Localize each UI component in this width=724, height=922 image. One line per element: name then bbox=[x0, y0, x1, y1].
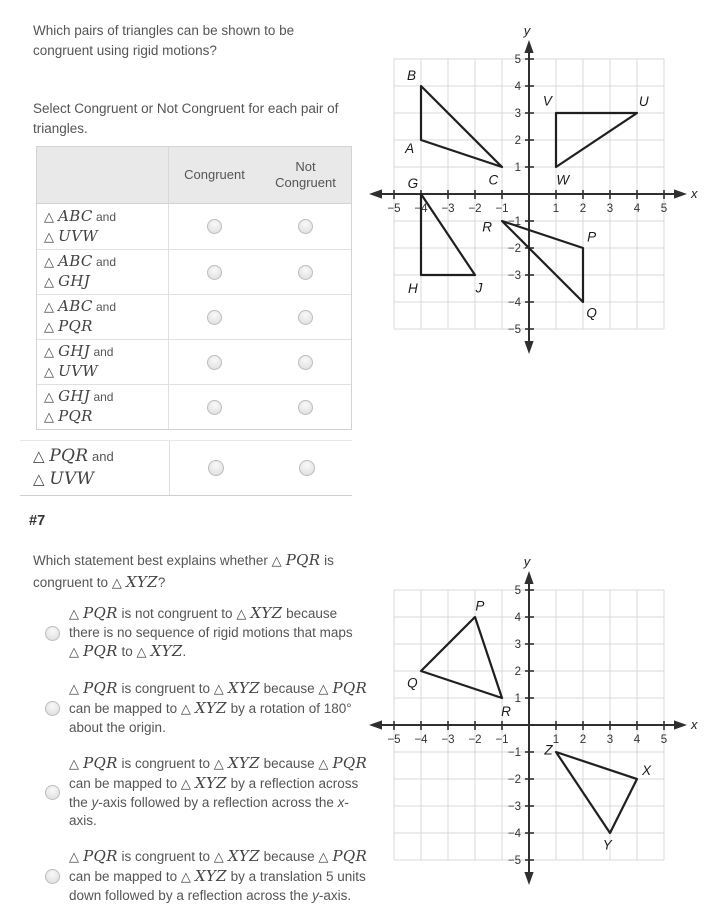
vertex-label-R: R bbox=[482, 219, 493, 235]
math-expression bbox=[181, 701, 227, 716]
q7-option-2-radio[interactable] bbox=[45, 701, 60, 716]
triangle-symbol: △ bbox=[44, 209, 59, 225]
plain-text: because bbox=[259, 756, 319, 771]
math-letters: PQR bbox=[285, 551, 321, 569]
y-tick-label: −4 bbox=[507, 297, 521, 309]
q7-option-2 bbox=[25, 679, 371, 737]
y-tick-label: −3 bbox=[507, 801, 521, 813]
math-letters: XYZ bbox=[194, 774, 227, 792]
column-header-congruent: Congruent bbox=[184, 167, 245, 182]
math-letters: UVW bbox=[58, 362, 98, 380]
triangle-symbol: △ bbox=[69, 682, 84, 697]
math-expression bbox=[44, 298, 93, 315]
math-letters: PQR bbox=[83, 847, 118, 865]
pair-line-second bbox=[44, 272, 168, 292]
radio-ABC-UVW-not-congruent[interactable] bbox=[298, 219, 313, 234]
math-letters: XYZ bbox=[194, 699, 227, 717]
x-axis-label: x bbox=[691, 186, 698, 201]
radio-PQR-UVW-congruent[interactable] bbox=[208, 460, 224, 476]
pair-line-first bbox=[44, 297, 168, 317]
vertex-label-A: A bbox=[405, 141, 415, 157]
y-tick-label: −4 bbox=[507, 828, 521, 840]
x-tick-label: −4 bbox=[414, 203, 428, 215]
q7-option-3 bbox=[25, 754, 371, 830]
math-expression bbox=[69, 849, 118, 864]
and-word: and bbox=[92, 300, 117, 314]
plain-text: is congruent to bbox=[117, 681, 214, 696]
variable-text: x bbox=[337, 795, 345, 810]
vertex-label-C: C bbox=[488, 172, 499, 188]
triangle-symbol: △ bbox=[33, 470, 50, 488]
q7-option-1-text bbox=[69, 604, 371, 662]
column-header-not-congruent: Not Congruent bbox=[275, 159, 336, 190]
math-expression bbox=[44, 253, 93, 270]
plain-text: Which statement best explains whether bbox=[33, 553, 272, 568]
pair-label bbox=[37, 204, 169, 249]
radio-GHJ-UVW-not-congruent[interactable] bbox=[298, 355, 313, 370]
triangle-XYZ bbox=[556, 752, 637, 833]
y-tick-label: 4 bbox=[514, 612, 521, 624]
math-expression bbox=[181, 776, 227, 791]
y-axis-arrow-up bbox=[524, 571, 533, 584]
radio-PQR-UVW-not-congruent[interactable] bbox=[299, 460, 315, 476]
x-tick-label: 1 bbox=[552, 203, 560, 215]
x-axis-arrow-left bbox=[369, 189, 382, 198]
math-letters: PQR bbox=[332, 679, 368, 697]
radio-ABC-GHJ-not-congruent[interactable] bbox=[298, 265, 313, 280]
table-cell-congruent bbox=[169, 204, 260, 249]
math-letters: XYZ bbox=[250, 604, 283, 622]
x-tick-label: 5 bbox=[660, 203, 668, 215]
radio-GHJ-PQR-not-congruent[interactable] bbox=[298, 400, 313, 415]
y-axis-label: y bbox=[523, 554, 531, 569]
pair-label bbox=[20, 441, 170, 495]
math-expression bbox=[69, 606, 118, 621]
pair-table-row bbox=[37, 384, 351, 429]
math-letters: ABC bbox=[58, 252, 93, 270]
plain-text: can be mapped to bbox=[69, 776, 181, 791]
table-cell-not-congruent bbox=[260, 250, 351, 294]
math-expression bbox=[318, 849, 367, 864]
vertex-label-U: U bbox=[638, 94, 649, 110]
y-tick-label: 5 bbox=[514, 54, 521, 66]
x-tick-label: 4 bbox=[633, 734, 641, 746]
x-tick-label: 2 bbox=[579, 203, 587, 215]
math-expression bbox=[214, 756, 260, 771]
table-cell-congruent bbox=[169, 295, 260, 339]
plain-text: is congruent to bbox=[117, 756, 214, 771]
x-tick-label: 2 bbox=[579, 734, 587, 746]
x-axis-arrow-right bbox=[674, 189, 687, 198]
plain-text: ? bbox=[157, 575, 166, 590]
plain-text: is congruent to bbox=[33, 553, 334, 590]
q7-option-2-text bbox=[69, 679, 371, 737]
triangle-symbol: △ bbox=[69, 607, 84, 622]
table-cell-not-congruent bbox=[261, 441, 352, 495]
vertex-label-V: V bbox=[542, 93, 552, 109]
math-letters: PQR bbox=[83, 754, 118, 772]
vertex-label-P: P bbox=[587, 229, 597, 245]
y-tick-label: 5 bbox=[514, 585, 521, 597]
math-expression bbox=[272, 553, 321, 568]
y-tick-label: 2 bbox=[514, 135, 521, 147]
question1-prompt: Which pairs of triangles can be shown to be congruent using rigid motions? bbox=[33, 23, 295, 58]
x-axis-arrow-left bbox=[369, 720, 382, 729]
pair-line-second bbox=[44, 227, 168, 247]
triangle-symbol: △ bbox=[33, 447, 50, 465]
pair-table-row bbox=[37, 249, 351, 294]
math-letters: PQR bbox=[332, 754, 368, 772]
triangle-symbol: △ bbox=[44, 275, 59, 290]
pair-table-row bbox=[37, 294, 351, 339]
pair-label bbox=[37, 295, 169, 339]
plain-text: -axis followed by a reflection across the bbox=[98, 795, 338, 810]
table-cell-not-congruent bbox=[260, 295, 351, 339]
radio-GHJ-PQR-congruent[interactable] bbox=[207, 400, 222, 415]
and-word: and bbox=[92, 255, 117, 269]
math-expression bbox=[137, 644, 183, 659]
y-tick-label: 4 bbox=[514, 81, 521, 93]
question1-instruction: Select Congruent or Not Congruent for each pair of triangles. bbox=[33, 101, 339, 136]
y-axis-arrow-up bbox=[524, 40, 533, 53]
y-tick-label: −2 bbox=[507, 243, 521, 255]
y-tick-label: −5 bbox=[507, 324, 521, 336]
plain-text: because bbox=[259, 681, 319, 696]
triangle-symbol: △ bbox=[318, 850, 333, 865]
pair-line-second bbox=[33, 468, 169, 491]
and-word: and bbox=[90, 390, 114, 404]
graph-question1 bbox=[363, 22, 703, 367]
math-expression bbox=[69, 681, 118, 696]
triangle-symbol: △ bbox=[180, 777, 195, 792]
vertex-label-Q: Q bbox=[407, 675, 418, 691]
table-cell-congruent bbox=[169, 385, 260, 429]
variable-text: y bbox=[91, 795, 99, 810]
question2-prompt bbox=[33, 550, 355, 594]
x-tick-label: 3 bbox=[606, 734, 614, 746]
triangle-symbol: △ bbox=[44, 320, 59, 335]
math-letters: PQR bbox=[83, 604, 118, 622]
x-tick-label: −5 bbox=[387, 734, 401, 746]
math-letters: XYZ bbox=[125, 573, 158, 591]
y-tick-label: 1 bbox=[514, 693, 521, 705]
math-expression bbox=[44, 273, 90, 290]
vertex-label-P: P bbox=[475, 598, 485, 614]
math-expression bbox=[214, 849, 260, 864]
q7-option-1-radio[interactable] bbox=[45, 626, 60, 641]
and-word: and bbox=[92, 209, 117, 224]
triangle-symbol: △ bbox=[318, 757, 333, 772]
pair-table-row-detached bbox=[20, 440, 352, 496]
table-cell-not-congruent bbox=[260, 204, 351, 249]
q7-option-1 bbox=[25, 604, 371, 662]
pair-label bbox=[37, 385, 169, 429]
y-axis-arrow-down bbox=[524, 341, 533, 354]
vertex-label-Z: Z bbox=[544, 742, 553, 758]
radio-ABC-PQR-congruent[interactable] bbox=[207, 310, 222, 325]
math-expression bbox=[44, 318, 93, 335]
plain-text: can be mapped to bbox=[69, 701, 181, 716]
y-tick-label: −2 bbox=[507, 774, 521, 786]
question7-heading: #7 bbox=[29, 513, 46, 529]
math-letters: PQR bbox=[83, 642, 118, 660]
radio-ABC-GHJ-congruent[interactable] bbox=[207, 265, 222, 280]
triangle-symbol: △ bbox=[318, 682, 333, 697]
math-expression bbox=[33, 471, 94, 488]
triangle-symbol: △ bbox=[111, 576, 126, 591]
vertex-label-H: H bbox=[408, 281, 418, 296]
q7-option-3-text bbox=[69, 754, 371, 830]
q7-option-4-radio[interactable] bbox=[45, 869, 60, 884]
triangle-PQR bbox=[502, 221, 583, 302]
x-axis-arrow-right bbox=[674, 720, 687, 729]
plain-text: by a translation 5 units down followed by a reflection across the bbox=[69, 869, 366, 903]
math-expression bbox=[44, 343, 90, 360]
pair-line-first bbox=[33, 445, 169, 468]
triangle-symbol: △ bbox=[44, 365, 59, 380]
math-letters: PQR bbox=[58, 407, 93, 425]
plain-text: can be mapped to bbox=[69, 869, 181, 884]
triangle-symbol: △ bbox=[44, 345, 59, 360]
math-letters: GHJ bbox=[58, 387, 91, 405]
math-expression bbox=[44, 408, 93, 425]
math-expression bbox=[69, 644, 118, 659]
x-tick-label: 1 bbox=[552, 734, 560, 746]
plain-text: because there is no sequence of rigid motions that maps bbox=[69, 606, 353, 640]
vertex-label-Q: Q bbox=[586, 305, 597, 321]
triangle-ABC bbox=[421, 86, 502, 167]
q7-option-4 bbox=[25, 847, 371, 905]
triangle-symbol: △ bbox=[213, 682, 228, 697]
triangle-symbol: △ bbox=[69, 850, 84, 865]
plain-text: -axis. bbox=[318, 888, 352, 903]
pair-line-second bbox=[44, 317, 168, 337]
y-tick-label: 3 bbox=[514, 108, 521, 120]
math-letters: UVW bbox=[58, 226, 98, 245]
triangle-symbol: △ bbox=[213, 757, 228, 772]
and-word: and bbox=[88, 449, 114, 464]
y-tick-label: 1 bbox=[514, 162, 521, 174]
math-letters: PQR bbox=[49, 446, 89, 466]
triangle-PQR bbox=[421, 617, 502, 698]
math-letters: UVW bbox=[49, 469, 95, 489]
pair-table-body bbox=[37, 204, 351, 429]
math-expression bbox=[181, 869, 227, 884]
table-cell-congruent bbox=[170, 441, 261, 495]
math-letters: XYZ bbox=[150, 642, 183, 660]
y-tick-label: −5 bbox=[507, 855, 521, 867]
pair-line-first bbox=[44, 207, 168, 227]
math-letters: ABC bbox=[58, 206, 93, 225]
table-cell-congruent bbox=[169, 250, 260, 294]
pair-line-second bbox=[44, 407, 168, 427]
triangle-symbol: △ bbox=[44, 410, 59, 425]
triangle-symbol: △ bbox=[44, 255, 59, 270]
question2-options bbox=[25, 604, 371, 922]
math-expression bbox=[318, 681, 367, 696]
math-expression bbox=[236, 606, 282, 621]
pair-label bbox=[37, 340, 169, 384]
y-tick-label: 3 bbox=[514, 639, 521, 651]
plain-text: by a rotation of 180° about the origin. bbox=[69, 701, 352, 735]
math-expression bbox=[33, 448, 88, 465]
y-axis-label: y bbox=[523, 23, 531, 38]
radio-GHJ-UVW-congruent[interactable] bbox=[207, 355, 222, 370]
pair-line-second bbox=[44, 362, 168, 382]
graph-question2 bbox=[363, 553, 703, 898]
math-expression bbox=[214, 681, 260, 696]
x-tick-label: −2 bbox=[468, 734, 482, 746]
radio-ABC-UVW-congruent[interactable] bbox=[207, 219, 222, 234]
math-expression bbox=[44, 208, 93, 225]
vertex-label-B: B bbox=[407, 68, 417, 84]
pair-table-row bbox=[37, 339, 351, 384]
triangle-symbol: △ bbox=[136, 645, 151, 660]
triangle-symbol: △ bbox=[44, 300, 59, 315]
plain-text: -axis. bbox=[69, 795, 349, 828]
plain-text: by a reflection across the bbox=[69, 776, 359, 810]
triangle-symbol: △ bbox=[236, 607, 251, 622]
x-tick-label: −3 bbox=[441, 734, 455, 746]
math-expression bbox=[44, 388, 90, 405]
x-tick-label: 4 bbox=[633, 203, 641, 215]
table-cell-not-congruent bbox=[260, 340, 351, 384]
math-expression bbox=[69, 756, 118, 771]
pair-line-first bbox=[44, 342, 168, 362]
x-tick-label: −2 bbox=[468, 203, 482, 215]
math-letters: XYZ bbox=[194, 867, 227, 885]
math-letters: PQR bbox=[83, 679, 118, 697]
triangle-symbol: △ bbox=[180, 870, 195, 885]
plain-text: . bbox=[182, 644, 187, 659]
plain-text: to bbox=[117, 644, 137, 659]
triangle-symbol: △ bbox=[271, 554, 286, 569]
y-tick-label: −1 bbox=[507, 216, 521, 228]
plain-text: is not congruent to bbox=[117, 606, 237, 621]
math-letters: XYZ bbox=[227, 679, 260, 697]
math-expression bbox=[112, 575, 158, 590]
math-letters: PQR bbox=[58, 317, 93, 335]
triangle-symbol: △ bbox=[180, 702, 195, 717]
radio-ABC-PQR-not-congruent[interactable] bbox=[298, 310, 313, 325]
y-tick-label: 2 bbox=[514, 666, 521, 678]
vertex-label-W: W bbox=[556, 172, 570, 188]
vertex-label-J: J bbox=[475, 280, 483, 296]
math-letters: ABC bbox=[58, 297, 93, 315]
pair-table-row bbox=[37, 204, 351, 249]
triangle-symbol: △ bbox=[44, 390, 59, 405]
triangle-symbol: △ bbox=[44, 229, 59, 245]
x-tick-label: 3 bbox=[606, 203, 614, 215]
variable-text: y bbox=[312, 888, 319, 903]
and-word: and bbox=[90, 345, 114, 359]
math-letters: PQR bbox=[332, 847, 368, 865]
vertex-label-X: X bbox=[641, 762, 651, 778]
plain-text: is congruent to bbox=[117, 849, 214, 864]
y-axis-arrow-down bbox=[524, 872, 533, 885]
q7-option-3-radio[interactable] bbox=[45, 785, 60, 800]
math-expression bbox=[44, 228, 98, 245]
table-cell-congruent bbox=[169, 340, 260, 384]
math-expression bbox=[44, 363, 98, 380]
x-tick-label: −1 bbox=[495, 203, 509, 215]
x-tick-label: −1 bbox=[495, 734, 509, 746]
triangle-symbol: △ bbox=[69, 645, 84, 660]
table-cell-not-congruent bbox=[260, 385, 351, 429]
y-tick-label: −3 bbox=[507, 270, 521, 282]
pair-line-first bbox=[44, 387, 168, 407]
y-tick-label: −1 bbox=[507, 747, 521, 759]
triangle-symbol: △ bbox=[213, 850, 228, 865]
pair-table-header-empty-cell bbox=[37, 147, 169, 203]
math-expression bbox=[318, 756, 367, 771]
x-tick-label: −4 bbox=[414, 734, 428, 746]
triangle-symbol: △ bbox=[69, 757, 84, 772]
math-letters: GHJ bbox=[58, 342, 91, 360]
x-tick-label: −5 bbox=[387, 203, 401, 215]
vertex-label-G: G bbox=[407, 176, 419, 192]
math-letters: XYZ bbox=[227, 754, 260, 772]
pair-table-header-row bbox=[37, 147, 351, 204]
pair-table bbox=[36, 146, 352, 430]
x-axis-label: x bbox=[691, 717, 698, 732]
vertex-label-Y: Y bbox=[602, 837, 612, 853]
x-tick-label: 5 bbox=[660, 734, 668, 746]
pair-label bbox=[37, 250, 169, 294]
math-letters: XYZ bbox=[227, 847, 260, 865]
vertex-label-R: R bbox=[501, 704, 511, 719]
plain-text: because bbox=[259, 849, 319, 864]
q7-option-4-text bbox=[69, 847, 371, 905]
x-tick-label: −3 bbox=[441, 203, 455, 215]
pair-line-first bbox=[44, 252, 168, 272]
math-letters: GHJ bbox=[58, 272, 91, 290]
